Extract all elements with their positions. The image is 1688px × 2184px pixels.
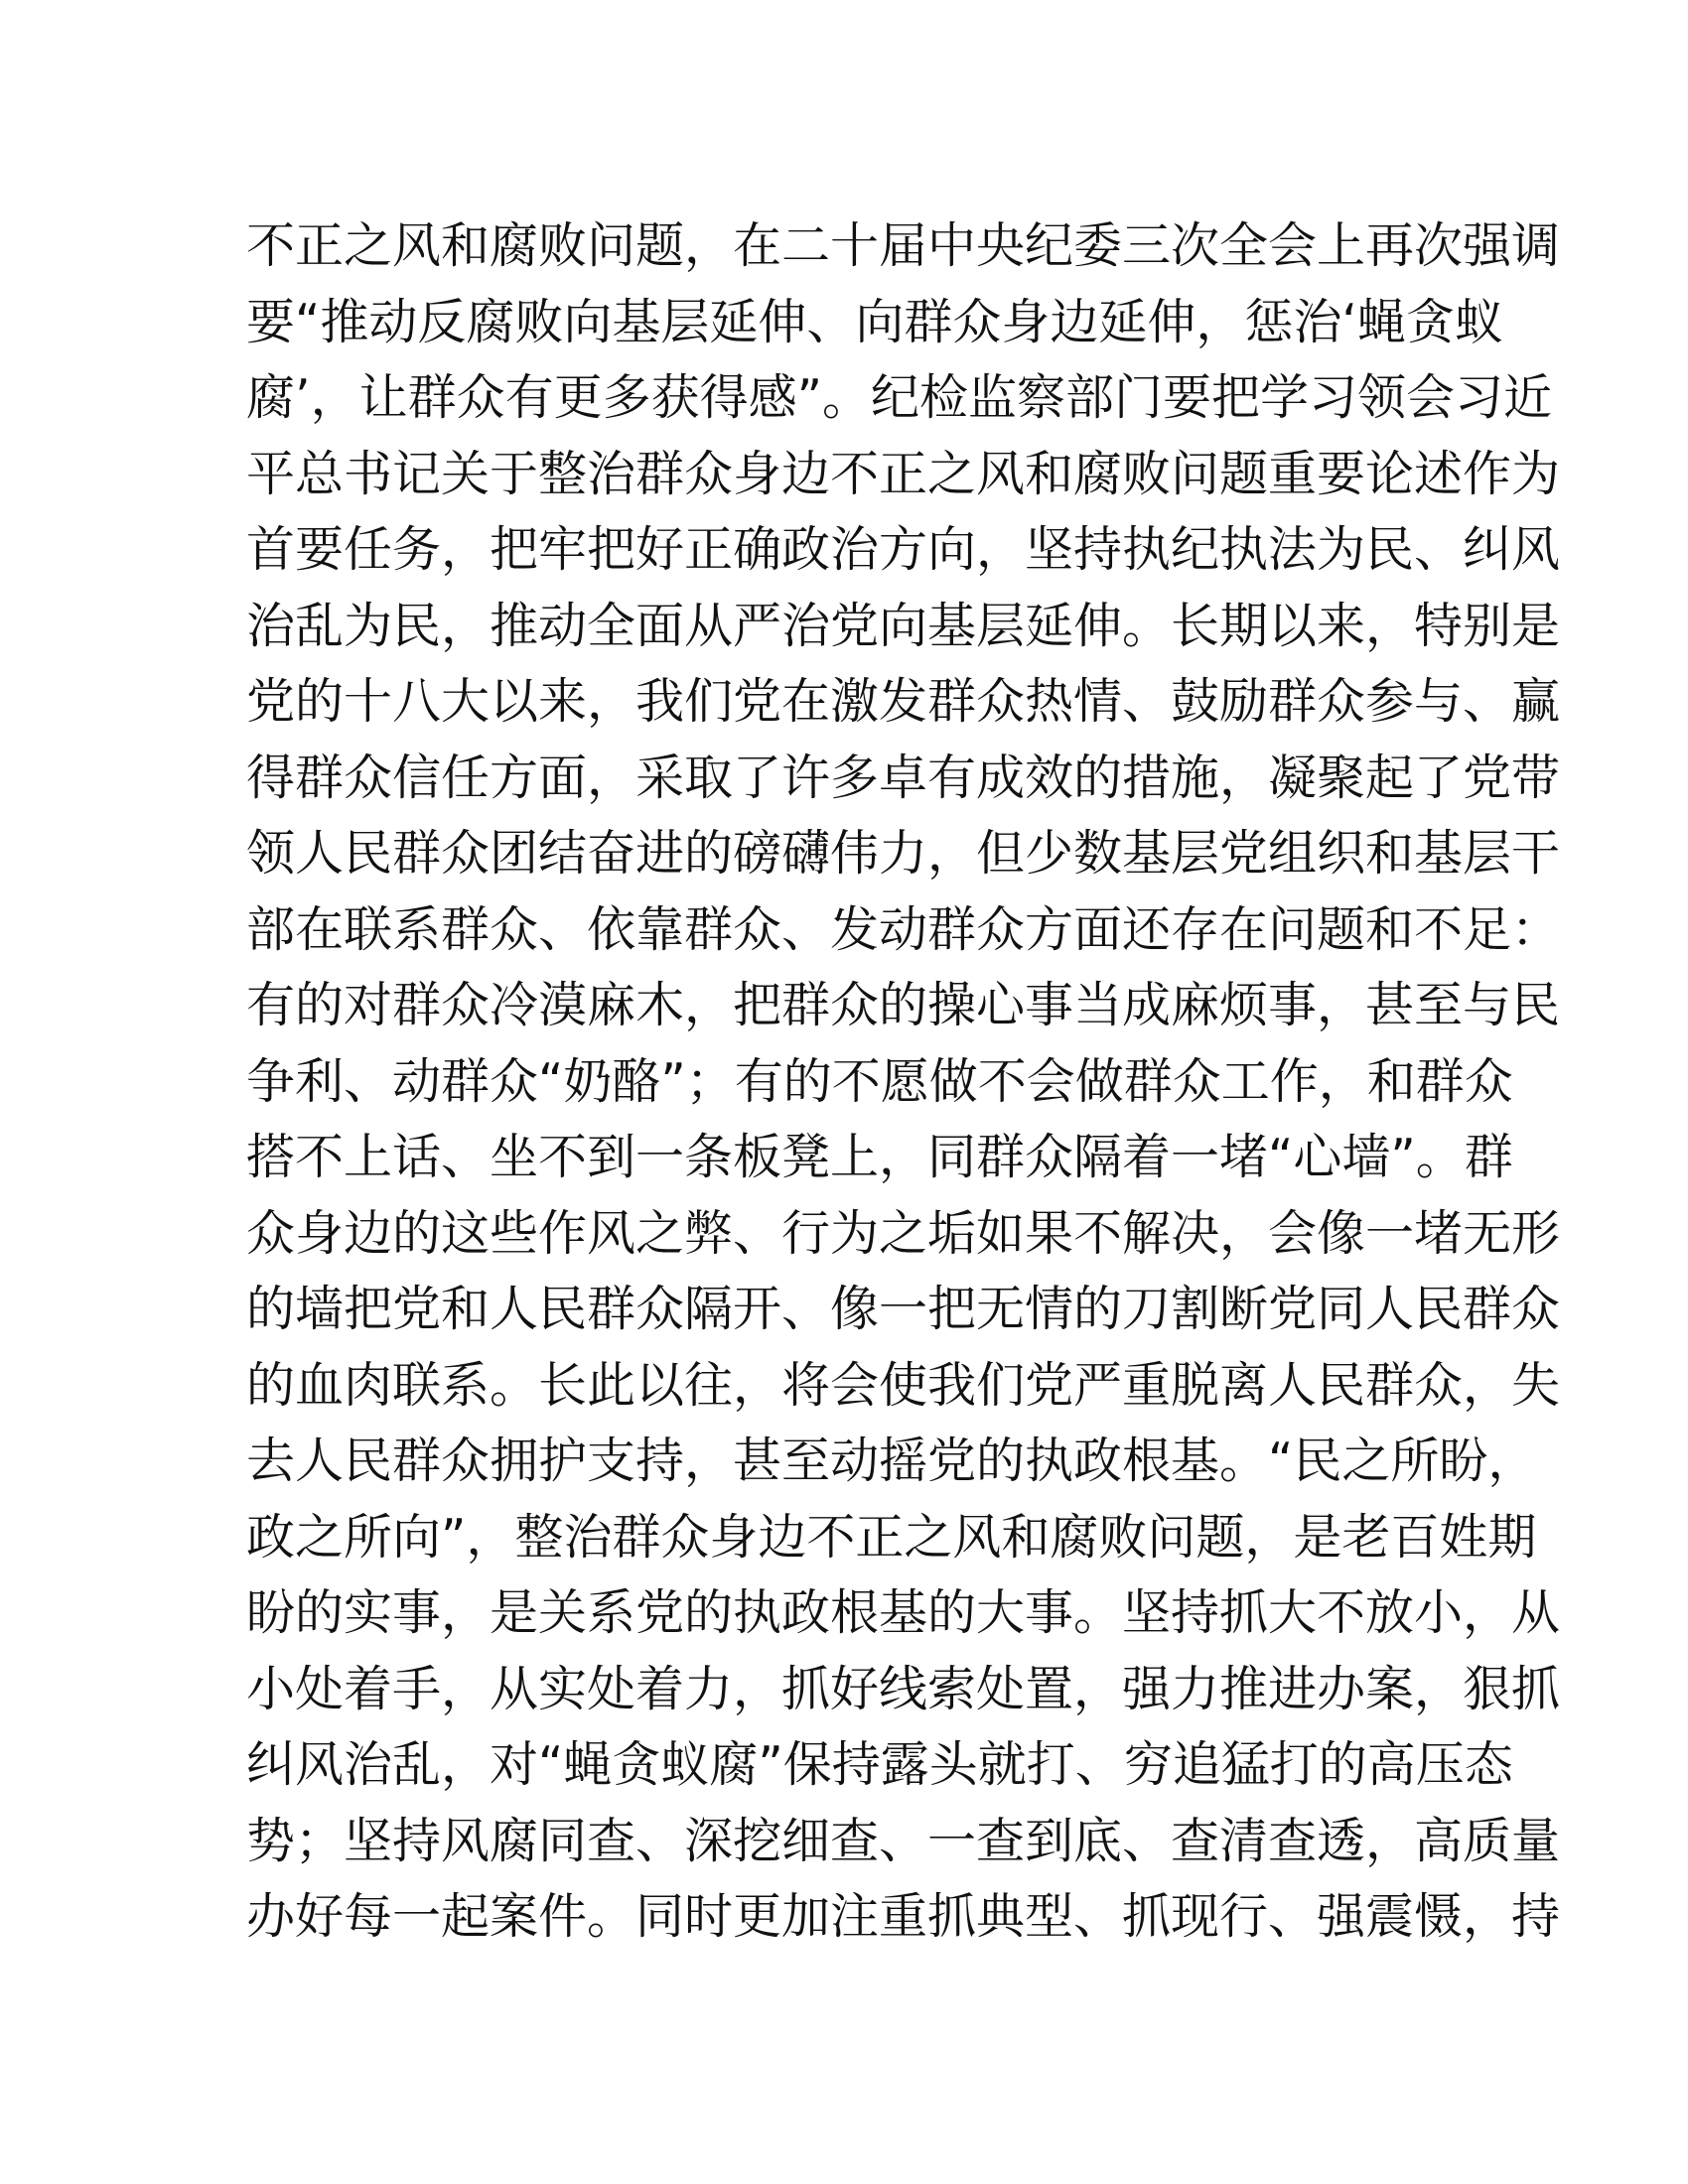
text-line: 纠风治乱，对“蝇贪蚁腐”保持露头就打、穷追猛打的高压态 [246,1736,1513,1793]
text-line: 部在联系群众、依靠群众、发动群众方面还存在问题和不足： [246,900,1561,958]
text-line: 的血肉联系。长此以往，将会使我们党严重脱离人民群众，失 [246,1356,1561,1414]
text-line: 去人民群众拥护支持，甚至动摇党的执政根基。“民之所盼， [246,1433,1537,1489]
body-paragraph [246,208,1561,1956]
text-line: 党的十八大以来，我们党在激发群众热情、鼓励群众参与、赢 [246,673,1561,730]
text-line: 搭不上话、坐不到一条板凳上，同群众隔着一堵“心墙”。群 [246,1129,1513,1185]
text-line: 不正之风和腐败问题，在二十届中央纪委三次全会上再次强调 [246,217,1561,274]
text-line: 要“推动反腐败向基层延伸、向群众身边延伸，惩治‘蝇贪蚁 [246,293,1503,350]
text-line: 首要任务，把牢把好正确政治方向，坚持执纪执法为民、纠风 [246,521,1561,578]
text-line: 领人民群众团结奋进的磅礴伟力，但少数基层党组织和基层干 [246,825,1561,882]
text-line: 有的对群众冷漠麻木，把群众的操心事当成麻烦事，甚至与民 [246,977,1561,1033]
text-line: 治乱为民，推动全面从严治党向基层延伸。长期以来，特别是 [246,597,1561,654]
text-line: 众身边的这些作风之弊、行为之垢如果不解决，会像一堵无形 [246,1204,1561,1262]
text-line: 腐’，让群众有更多获得感”。纪检监察部门要把学习领会习近 [246,369,1552,426]
text-line: 势；坚持风腐同查、深挖细查、一查到底、查清查透，高质量 [246,1812,1561,1869]
text-line: 得群众信任方面，采取了许多卓有成效的措施，凝聚起了党带 [246,749,1561,806]
text-line: 的墙把党和人民群众隔开、像一把无情的刀割断党同人民群众 [246,1281,1561,1337]
text-line: 政之所向”，整治群众身边不正之风和腐败问题，是老百姓期 [246,1508,1537,1566]
text-line: 盼的实事，是关系党的执政根基的大事。坚持抓大不放小，从 [246,1584,1561,1641]
text-line: 争利、动群众“奶酪”；有的不愿做不会做群众工作，和群众 [246,1052,1513,1110]
text-line: 小处着手，从实处着力，抓好线索处置，强力推进办案，狠抓 [246,1660,1561,1717]
text-line: 办好每一起案件。同时更加注重抓典型、抓现行、强震慑，持 [246,1888,1561,1945]
text-line: 平总书记关于整治群众身边不正之风和腐败问题重要论述作为 [246,445,1561,502]
